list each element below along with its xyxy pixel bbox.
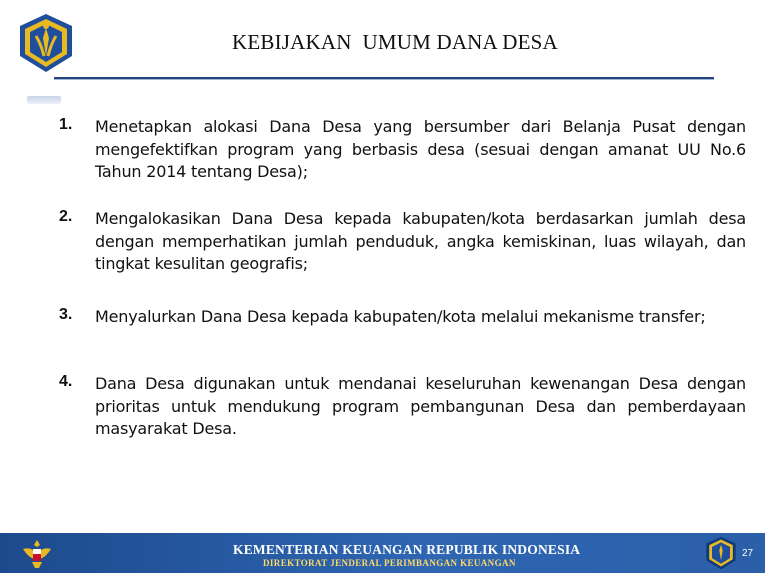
item-text: Menyalurkan Dana Desa kepada kabupaten/kota melalui mekanisme transfer; — [95, 307, 706, 326]
footer-bar — [0, 533, 765, 573]
kemenkeu-logo-icon — [14, 12, 78, 74]
item-text: Menetapkan alokasi Dana Desa yang bersumber dari Belanja Pusat dengan mengefektifkan program yang berbasis desa (sesuai dengan amanat UU No.6 Tahun 2014 tentang Desa); — [95, 117, 746, 181]
item-text: Mengalokasikan Dana Desa kepada kabupaten/kota berdasarkan jumlah desa dengan memperhatikan jumlah penduduk, angka kemiskinan, luas wilayah, dan tingkat kesulitan geografis; — [95, 209, 746, 273]
item-number: 4. — [59, 373, 73, 390]
page-number: 27 — [742, 548, 754, 559]
garuda-emblem-icon — [20, 537, 54, 571]
item-number: 1. — [59, 116, 73, 133]
item-number: 2. — [59, 208, 73, 225]
decorative-mark — [27, 96, 61, 104]
item-text: Dana Desa digunakan untuk mendanai keseluruhan kewenangan Desa dengan prioritas untuk mendukung program pembangunan Desa dan pemberdayaan masyarakat Desa. — [95, 374, 746, 438]
header-divider — [54, 77, 714, 80]
item-number: 3. — [59, 306, 73, 323]
footer-organization: KEMENTERIAN KEUANGAN REPUBLIK INDONESIA — [233, 542, 581, 557]
page-title: KEBIJAKAN UMUM DANA DESA — [232, 30, 558, 54]
footer-department: DIREKTORAT JENDERAL PERIMBANGAN KEUANGAN — [263, 558, 516, 568]
kemenkeu-logo-small-icon — [703, 535, 739, 571]
